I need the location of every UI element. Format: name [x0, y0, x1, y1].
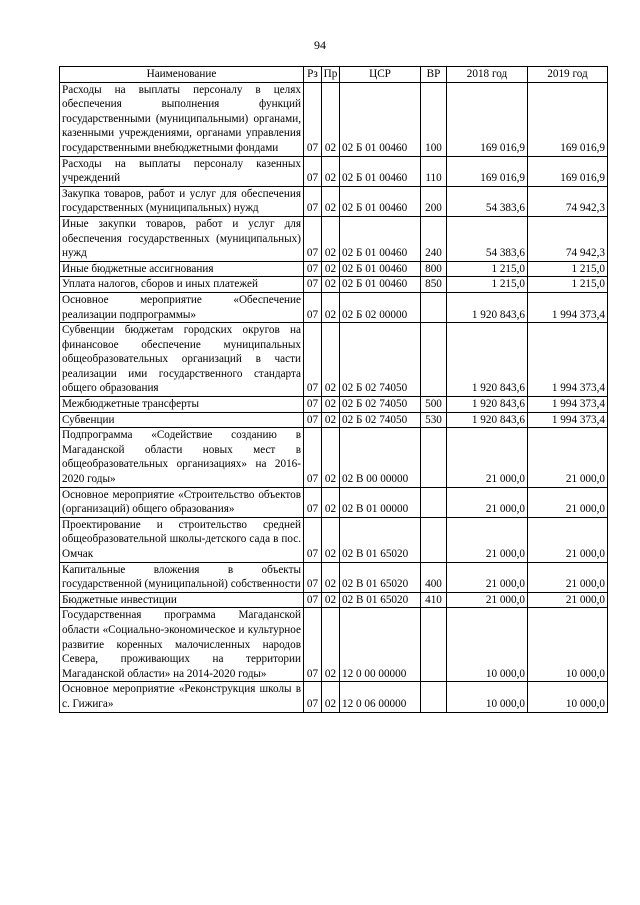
table-row: [60, 682, 608, 712]
row-vr-cell: 530: [421, 412, 447, 428]
row-2018-cell: 21 000,0: [447, 487, 528, 517]
row-vr-cell: [421, 487, 447, 517]
table-header-row: [60, 67, 608, 83]
row-vr-cell: [421, 323, 447, 397]
row-csr-cell: 02 Б 01 00460: [340, 261, 421, 277]
row-name-cell: Уплата налогов, сборов и иных платежей: [60, 277, 304, 293]
row-name-cell: Основное мероприятие «Реконструкция школы в с. Гижига»: [60, 682, 304, 712]
row-vr-cell: [421, 608, 447, 682]
table-row: [60, 292, 608, 322]
row-2018-cell: 1 920 843,6: [447, 323, 528, 397]
row-vr-cell: 800: [421, 261, 447, 277]
row-name-cell: Капитальные вложения в объекты государственной (муниципальной) собственности: [60, 562, 304, 592]
table-row: [60, 323, 608, 397]
row-csr-cell: 02 Б 01 00460: [340, 186, 421, 216]
row-pr-cell: 02: [322, 562, 340, 592]
table-row: [60, 261, 608, 277]
row-name-cell: Иные закупки товаров, работ и услуг для обеспечения государственных (муниципальных) нужд: [60, 216, 304, 261]
table-row: [60, 428, 608, 487]
row-rz-cell: 07: [304, 397, 322, 413]
row-pr-cell: 02: [322, 156, 340, 186]
row-rz-cell: 07: [304, 323, 322, 397]
row-name-cell: Основное мероприятие «Строительство объектов (организаций) общего образования»: [60, 487, 304, 517]
table-row: [60, 186, 608, 216]
row-2019-cell: 21 000,0: [528, 487, 608, 517]
table-row: [60, 277, 608, 293]
table-row: [60, 592, 608, 608]
row-2019-cell: 10 000,0: [528, 608, 608, 682]
row-rz-cell: 07: [304, 608, 322, 682]
row-2018-cell: 1 920 843,6: [447, 412, 528, 428]
table-row: [60, 216, 608, 261]
row-2019-cell: 74 942,3: [528, 186, 608, 216]
row-2018-cell: 1 215,0: [447, 261, 528, 277]
budget-table: [59, 66, 608, 713]
row-pr-cell: 02: [322, 186, 340, 216]
row-csr-cell: 02 Б 02 74050: [340, 412, 421, 428]
row-name-cell: Субвенции: [60, 412, 304, 428]
row-2018-cell: 21 000,0: [447, 592, 528, 608]
row-csr-cell: 02 Б 01 00460: [340, 277, 421, 293]
row-2018-cell: 21 000,0: [447, 428, 528, 487]
row-vr-cell: 400: [421, 562, 447, 592]
row-csr-cell: 12 0 06 00000: [340, 682, 421, 712]
table-row: [60, 82, 608, 156]
row-2019-cell: 1 215,0: [528, 261, 608, 277]
row-csr-cell: 02 Б 02 74050: [340, 323, 421, 397]
row-name-cell: Подпрограмма «Содействие созданию в Магаданской области новых мест в общеобразовательных организациях» на 2016-2020 годы»: [60, 428, 304, 487]
row-pr-cell: 02: [322, 216, 340, 261]
row-2018-cell: 1 215,0: [447, 277, 528, 293]
row-rz-cell: 07: [304, 592, 322, 608]
row-csr-cell: 02 Б 01 00460: [340, 216, 421, 261]
table-row: [60, 608, 608, 682]
row-rz-cell: 07: [304, 261, 322, 277]
row-rz-cell: 07: [304, 277, 322, 293]
row-2018-cell: 54 383,6: [447, 216, 528, 261]
row-name-cell: Расходы на выплаты персоналу казенных учреждений: [60, 156, 304, 186]
row-2018-cell: 169 016,9: [447, 156, 528, 186]
table-row: [60, 156, 608, 186]
row-pr-cell: 02: [322, 592, 340, 608]
row-name-cell: Закупка товаров, работ и услуг для обеспечения государственных (муниципальных) нужд: [60, 186, 304, 216]
page-number: 94: [314, 38, 326, 52]
row-vr-cell: 200: [421, 186, 447, 216]
table-row: [60, 412, 608, 428]
row-csr-cell: 02 В 01 65020: [340, 562, 421, 592]
row-pr-cell: 02: [322, 608, 340, 682]
row-vr-cell: 240: [421, 216, 447, 261]
row-name-cell: Государственная программа Магаданской области «Социально-экономическое и культурное развитие коренных малочисленных народов Севера, проживающих на территории Магаданской области» на 2014-2020 годы»: [60, 608, 304, 682]
row-csr-cell: 02 Б 01 00460: [340, 156, 421, 186]
row-name-cell: Проектирование и строительство средней общеобразовательной школы-детского сада в пос. Омчак: [60, 517, 304, 562]
row-rz-cell: 07: [304, 682, 322, 712]
row-2019-cell: 169 016,9: [528, 156, 608, 186]
row-vr-cell: 100: [421, 82, 447, 156]
row-2019-cell: 169 016,9: [528, 82, 608, 156]
row-pr-cell: 02: [322, 82, 340, 156]
row-2018-cell: 21 000,0: [447, 562, 528, 592]
table-row: [60, 517, 608, 562]
header-2019: 2019 год: [528, 67, 608, 83]
row-csr-cell: 02 В 01 00000: [340, 487, 421, 517]
row-rz-cell: 07: [304, 487, 322, 517]
row-rz-cell: 07: [304, 216, 322, 261]
row-pr-cell: 02: [322, 412, 340, 428]
row-vr-cell: 410: [421, 592, 447, 608]
row-csr-cell: 02 В 00 00000: [340, 428, 421, 487]
row-2018-cell: 21 000,0: [447, 517, 528, 562]
row-rz-cell: 07: [304, 412, 322, 428]
header-csr: ЦСР: [340, 67, 421, 83]
row-csr-cell: 02 Б 01 00460: [340, 82, 421, 156]
row-rz-cell: 07: [304, 156, 322, 186]
row-csr-cell: 02 В 01 65020: [340, 592, 421, 608]
header-name: Наименование: [60, 67, 304, 83]
row-2019-cell: 21 000,0: [528, 562, 608, 592]
row-2019-cell: 1 994 373,4: [528, 397, 608, 413]
header-pr: Пр: [322, 67, 340, 83]
row-2019-cell: 1 215,0: [528, 277, 608, 293]
row-pr-cell: 02: [322, 323, 340, 397]
table-row: [60, 397, 608, 413]
row-rz-cell: 07: [304, 428, 322, 487]
row-vr-cell: 850: [421, 277, 447, 293]
row-csr-cell: 12 0 00 00000: [340, 608, 421, 682]
row-name-cell: Бюджетные инвестиции: [60, 592, 304, 608]
row-csr-cell: 02 Б 02 74050: [340, 397, 421, 413]
row-pr-cell: 02: [322, 487, 340, 517]
header-2018: 2018 год: [447, 67, 528, 83]
row-vr-cell: [421, 292, 447, 322]
row-2019-cell: 74 942,3: [528, 216, 608, 261]
row-2019-cell: 1 994 373,4: [528, 412, 608, 428]
row-pr-cell: 02: [322, 428, 340, 487]
row-2019-cell: 21 000,0: [528, 517, 608, 562]
row-rz-cell: 07: [304, 562, 322, 592]
row-2018-cell: 1 920 843,6: [447, 292, 528, 322]
row-pr-cell: 02: [322, 277, 340, 293]
row-rz-cell: 07: [304, 517, 322, 562]
row-vr-cell: 110: [421, 156, 447, 186]
row-2018-cell: 169 016,9: [447, 82, 528, 156]
row-csr-cell: 02 Б 02 00000: [340, 292, 421, 322]
row-csr-cell: 02 В 01 65020: [340, 517, 421, 562]
header-vr: ВР: [421, 67, 447, 83]
row-vr-cell: [421, 682, 447, 712]
row-rz-cell: 07: [304, 186, 322, 216]
row-2018-cell: 54 383,6: [447, 186, 528, 216]
row-2019-cell: 10 000,0: [528, 682, 608, 712]
row-name-cell: Расходы на выплаты персоналу в целях обеспечения выполнения функций государственными (муниципальными) органами, казенными учреждениями, органами управления государственными внебюджетными фондами: [60, 82, 304, 156]
row-pr-cell: 02: [322, 517, 340, 562]
row-name-cell: Межбюджетные трансферты: [60, 397, 304, 413]
row-vr-cell: 500: [421, 397, 447, 413]
row-2018-cell: 1 920 843,6: [447, 397, 528, 413]
row-name-cell: Субвенции бюджетам городских округов на финансовое обеспечение муниципальных общеобразовательных организаций в части реализации ими государственного стандарта общего образования: [60, 323, 304, 397]
row-pr-cell: 02: [322, 397, 340, 413]
row-rz-cell: 07: [304, 82, 322, 156]
row-2019-cell: 1 994 373,4: [528, 292, 608, 322]
table-row: [60, 562, 608, 592]
row-name-cell: Иные бюджетные ассигнования: [60, 261, 304, 277]
row-2018-cell: 10 000,0: [447, 608, 528, 682]
row-rz-cell: 07: [304, 292, 322, 322]
header-rz: Рз: [304, 67, 322, 83]
row-2019-cell: 21 000,0: [528, 428, 608, 487]
table-row: [60, 487, 608, 517]
row-2018-cell: 10 000,0: [447, 682, 528, 712]
row-vr-cell: [421, 517, 447, 562]
row-2019-cell: 1 994 373,4: [528, 323, 608, 397]
row-pr-cell: 02: [322, 292, 340, 322]
row-2019-cell: 21 000,0: [528, 592, 608, 608]
row-pr-cell: 02: [322, 261, 340, 277]
row-vr-cell: [421, 428, 447, 487]
row-pr-cell: 02: [322, 682, 340, 712]
row-name-cell: Основное мероприятие «Обеспечение реализации подпрограммы»: [60, 292, 304, 322]
